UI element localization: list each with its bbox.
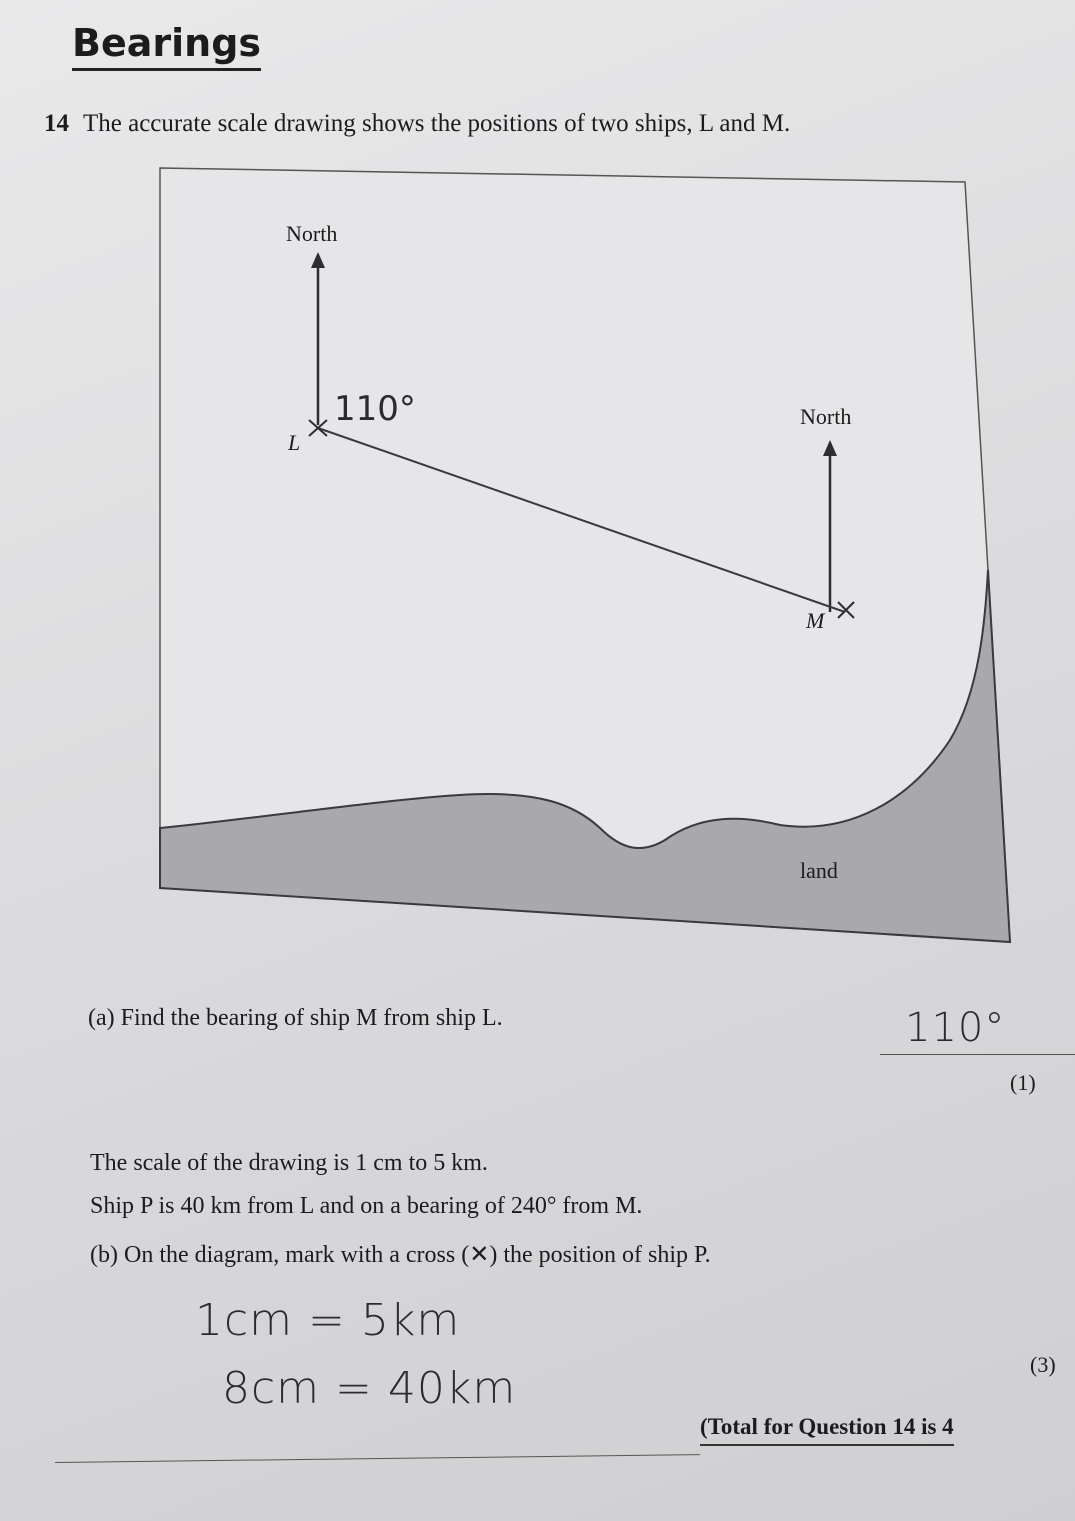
part-a-answer: 110° — [905, 1005, 1006, 1051]
question-number: 14 — [44, 110, 69, 137]
page-heading: Bearings — [72, 22, 261, 71]
working-line-1: 1cm = 5km — [195, 1295, 461, 1346]
ship-l-label: L — [288, 430, 301, 455]
answer-line[interactable] — [880, 1054, 1075, 1055]
north-label-m: North — [800, 404, 852, 429]
working-line-2: 8cm = 40km — [222, 1363, 517, 1414]
scale-statement: The scale of the drawing is 1 cm to 5 km. — [90, 1150, 488, 1176]
north-label-l: North — [286, 221, 338, 246]
handwritten-angle: 110° — [334, 389, 416, 429]
part-b-marks: (3) — [1030, 1352, 1056, 1377]
part-a-prompt: (a) Find the bearing of ship M from ship L. — [88, 1005, 503, 1031]
ship-p-statement: Ship P is 40 km from L and on a bearing of 240° from M. — [90, 1193, 643, 1219]
land-label: land — [800, 858, 838, 883]
part-b-prompt: (b) On the diagram, mark with a cross (✕) the position of ship P. — [90, 1242, 711, 1268]
question-text: The accurate scale drawing shows the positions of two ships, L and M. — [83, 110, 791, 137]
question-total: (Total for Question 14 is 4 — [700, 1414, 954, 1446]
part-a-marks: (1) — [1010, 1070, 1036, 1095]
ship-m-label: M — [806, 608, 825, 633]
